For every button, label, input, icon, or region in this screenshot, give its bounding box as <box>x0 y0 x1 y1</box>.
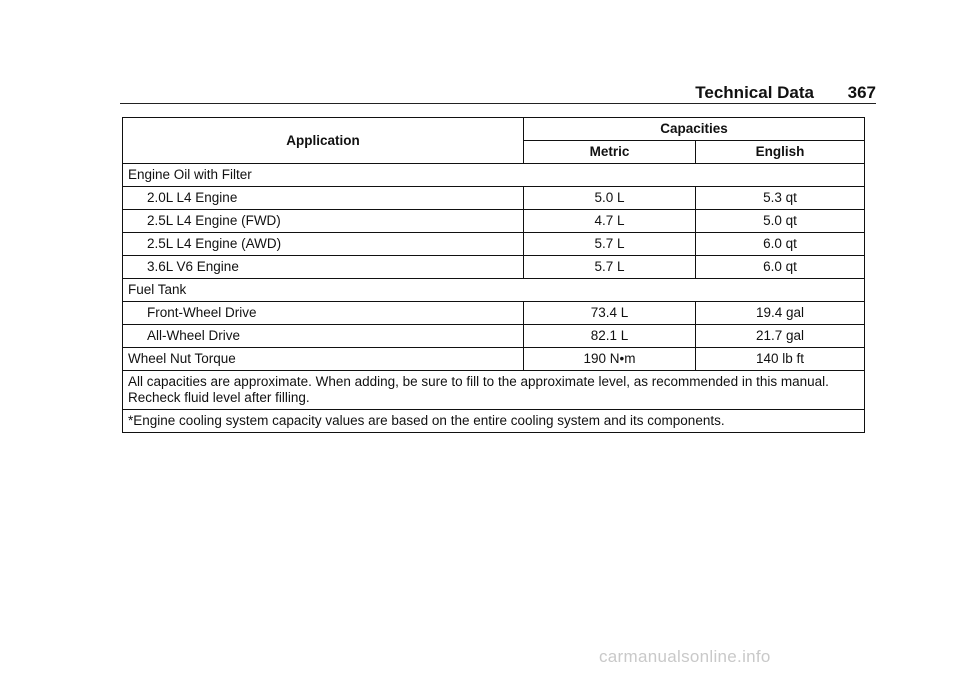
english-cell: 5.0 qt <box>696 210 865 233</box>
metric-cell: 4.7 L <box>524 210 696 233</box>
english-cell: 140 lb ft <box>696 348 865 371</box>
section-row <box>123 164 865 187</box>
table-row <box>123 233 865 256</box>
note-row <box>123 410 865 433</box>
metric-cell: 82.1 L <box>524 325 696 348</box>
application-cell: All-Wheel Drive <box>123 325 524 348</box>
section-row <box>123 279 865 302</box>
note-row <box>123 371 865 410</box>
page-header <box>120 84 876 104</box>
english-cell: 5.3 qt <box>696 187 865 210</box>
english-cell: 21.7 gal <box>696 325 865 348</box>
capacity-note: All capacities are approximate. When adding, be sure to fill to the approximate level, as recommended in this manual. Recheck fluid level after filling. <box>123 371 865 410</box>
metric-cell: 190 N•m <box>524 348 696 371</box>
table-row <box>123 210 865 233</box>
application-cell: Front-Wheel Drive <box>123 302 524 325</box>
table-row <box>123 302 865 325</box>
capacities-header: Capacities <box>524 118 865 141</box>
section-title: Technical Data <box>695 83 814 102</box>
metric-cell: 5.7 L <box>524 256 696 279</box>
english-cell: 19.4 gal <box>696 302 865 325</box>
application-cell: 2.0L L4 Engine <box>123 187 524 210</box>
application-cell: 3.6L V6 Engine <box>123 256 524 279</box>
section-label: Engine Oil with Filter <box>123 164 865 187</box>
english-cell: 6.0 qt <box>696 256 865 279</box>
table-row <box>123 256 865 279</box>
application-header: Application <box>123 118 524 164</box>
application-cell: 2.5L L4 Engine (FWD) <box>123 210 524 233</box>
metric-cell: 5.7 L <box>524 233 696 256</box>
table-header-row <box>123 118 865 141</box>
application-cell: Wheel Nut Torque <box>123 348 524 371</box>
table-row <box>123 325 865 348</box>
capacities-table <box>122 117 865 433</box>
cooling-footnote: *Engine cooling system capacity values are based on the entire cooling system and its components. <box>123 410 865 433</box>
application-cell: 2.5L L4 Engine (AWD) <box>123 233 524 256</box>
table-row <box>123 187 865 210</box>
metric-cell: 73.4 L <box>524 302 696 325</box>
section-label: Fuel Tank <box>123 279 865 302</box>
metric-header: Metric <box>524 141 696 164</box>
english-cell: 6.0 qt <box>696 233 865 256</box>
metric-cell: 5.0 L <box>524 187 696 210</box>
page-number: 367 <box>847 83 876 102</box>
table-row <box>123 348 865 371</box>
watermark: carmanualsonline.info <box>599 647 771 666</box>
english-header: English <box>696 141 865 164</box>
